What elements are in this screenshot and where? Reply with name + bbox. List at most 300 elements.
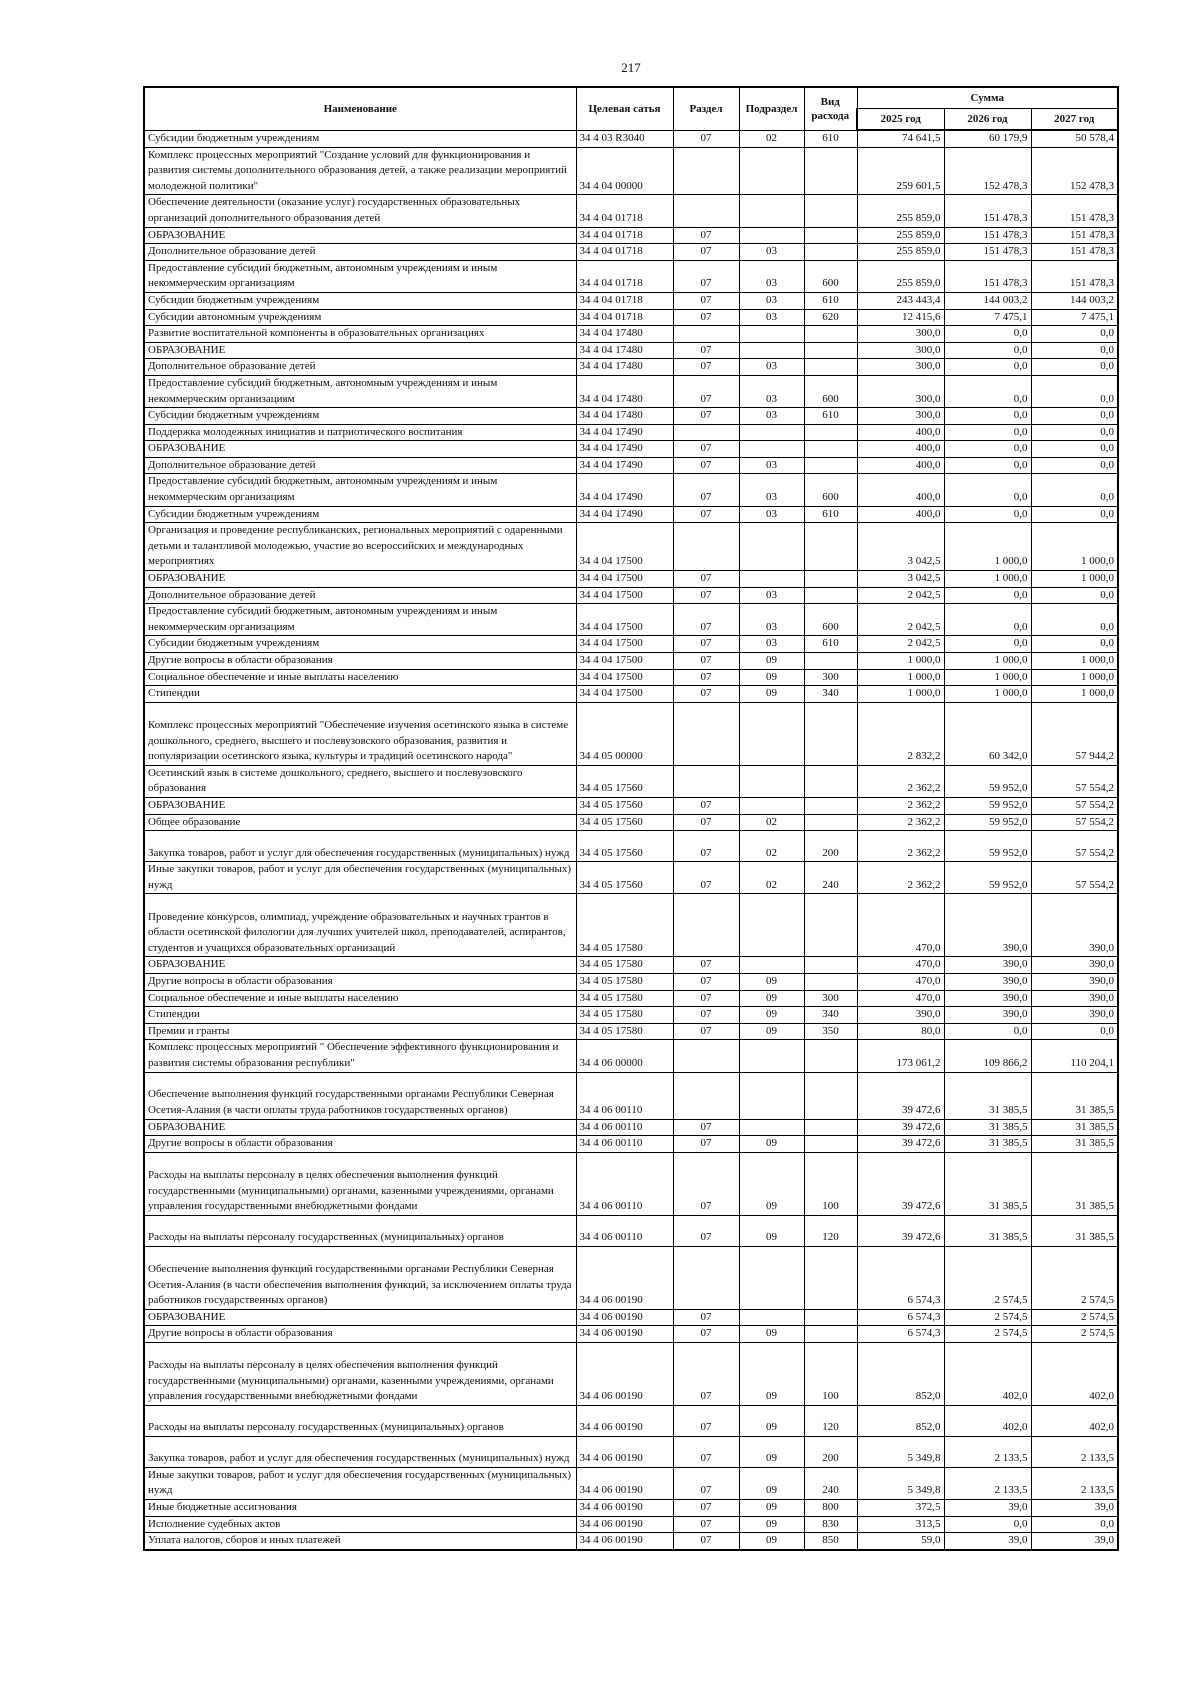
- row-amount-2025: 255 859,0: [857, 227, 944, 244]
- row-expense-type: 300: [804, 990, 857, 1007]
- row-amount-2026: 31 385,5: [944, 1119, 1031, 1136]
- row-amount-2027: 0,0: [1031, 604, 1118, 636]
- row-amount-2025: 470,0: [857, 973, 944, 990]
- row-amount-2025: 2 362,2: [857, 765, 944, 797]
- row-name: Обеспечение выполнения функций государственными органами Республики Северная Осетия-Алания (в части оплаты труда работников государственных органов): [144, 1072, 576, 1119]
- row-section: 07: [673, 797, 739, 814]
- table-row: [144, 1533, 1118, 1550]
- row-amount-2026: 1 000,0: [944, 669, 1031, 686]
- row-expense-type: 240: [804, 1467, 857, 1499]
- row-name: Иные бюджетные ассигнования: [144, 1500, 576, 1517]
- row-expense-type: 620: [804, 309, 857, 326]
- row-amount-2025: 173 061,2: [857, 1040, 944, 1072]
- row-target-code: 34 4 04 17500: [576, 604, 673, 636]
- table-row: [144, 686, 1118, 703]
- row-subsection: [739, 797, 804, 814]
- row-amount-2026: 390,0: [944, 973, 1031, 990]
- row-target-code: 34 4 03 R3040: [576, 130, 673, 147]
- row-amount-2027: 31 385,5: [1031, 1072, 1118, 1119]
- row-target-code: 34 4 05 17580: [576, 973, 673, 990]
- row-target-code: 34 4 05 17580: [576, 990, 673, 1007]
- row-subsection: 03: [739, 506, 804, 523]
- row-section: 07: [673, 669, 739, 686]
- row-amount-2027: 0,0: [1031, 506, 1118, 523]
- row-subsection: 09: [739, 1152, 804, 1215]
- row-section: 07: [673, 1342, 739, 1405]
- row-name: Другие вопросы в области образования: [144, 973, 576, 990]
- table-body: [144, 130, 1118, 1550]
- row-expense-type: [804, 1309, 857, 1326]
- row-expense-type: 100: [804, 1342, 857, 1405]
- row-subsection: [739, 1119, 804, 1136]
- table-row: [144, 831, 1118, 862]
- row-amount-2026: 59 952,0: [944, 814, 1031, 831]
- row-amount-2026: 0,0: [944, 424, 1031, 441]
- row-amount-2027: 0,0: [1031, 441, 1118, 458]
- row-amount-2026: 0,0: [944, 636, 1031, 653]
- row-section: 07: [673, 292, 739, 309]
- row-target-code: 34 4 04 17480: [576, 408, 673, 425]
- table-row: [144, 326, 1118, 343]
- header-subsection: Подраздел: [739, 87, 804, 130]
- row-amount-2025: 80,0: [857, 1023, 944, 1040]
- row-expense-type: 340: [804, 1007, 857, 1024]
- row-target-code: 34 4 06 00190: [576, 1342, 673, 1405]
- row-name: Проведение конкурсов, олимпиад, учреждение образовательных и научных грантов в области осетинской филологии для лучших учителей школ, преподавателей, аспирантов, студентов и учащихся образовательных организаций: [144, 894, 576, 957]
- row-subsection: [739, 1309, 804, 1326]
- row-target-code: 34 4 06 00190: [576, 1436, 673, 1467]
- row-name: Поддержка молодежных инициатив и патриотического воспитания: [144, 424, 576, 441]
- row-amount-2026: 39,0: [944, 1533, 1031, 1550]
- row-target-code: 34 4 04 17500: [576, 669, 673, 686]
- row-target-code: 34 4 06 00190: [576, 1533, 673, 1550]
- row-amount-2025: 470,0: [857, 957, 944, 974]
- row-subsection: 02: [739, 814, 804, 831]
- row-amount-2027: 57 554,2: [1031, 862, 1118, 894]
- row-name: Комплекс процессных мероприятий " Обеспечение эффективного функционирования и развития системы образования республики": [144, 1040, 576, 1072]
- table-row: [144, 862, 1118, 894]
- row-amount-2026: 2 133,5: [944, 1436, 1031, 1467]
- row-amount-2026: 151 478,3: [944, 260, 1031, 292]
- row-amount-2025: 6 574,3: [857, 1246, 944, 1309]
- row-amount-2025: 59,0: [857, 1533, 944, 1550]
- row-amount-2026: 2 574,5: [944, 1309, 1031, 1326]
- row-amount-2027: 50 578,4: [1031, 130, 1118, 147]
- row-name: Расходы на выплаты персоналу в целях обеспечения выполнения функций государственными (муниципальными) органами, казенными учреждениями, органами управления государственными внебюджетными фондами: [144, 1342, 576, 1405]
- row-expense-type: [804, 441, 857, 458]
- row-subsection: 09: [739, 686, 804, 703]
- row-name: ОБРАЗОВАНИЕ: [144, 227, 576, 244]
- row-subsection: 09: [739, 1023, 804, 1040]
- row-expense-type: [804, 227, 857, 244]
- row-name: Субсидии бюджетным учреждениям: [144, 130, 576, 147]
- row-amount-2026: 1 000,0: [944, 571, 1031, 588]
- row-expense-type: 600: [804, 474, 857, 506]
- row-subsection: 09: [739, 1215, 804, 1246]
- header-expense-type: Вид расхода: [804, 87, 857, 130]
- row-subsection: [739, 1246, 804, 1309]
- row-target-code: 34 4 04 17480: [576, 359, 673, 376]
- row-subsection: [739, 894, 804, 957]
- row-amount-2026: 0,0: [944, 1516, 1031, 1533]
- header-year-2025: 2025 год: [857, 108, 944, 130]
- table-row: [144, 408, 1118, 425]
- row-expense-type: [804, 424, 857, 441]
- row-amount-2025: 2 362,2: [857, 831, 944, 862]
- row-amount-2025: 2 042,5: [857, 636, 944, 653]
- row-amount-2027: 0,0: [1031, 1023, 1118, 1040]
- table-row: [144, 1326, 1118, 1343]
- row-section: [673, 894, 739, 957]
- row-amount-2025: 2 042,5: [857, 604, 944, 636]
- row-amount-2025: 39 472,6: [857, 1152, 944, 1215]
- row-amount-2027: 390,0: [1031, 990, 1118, 1007]
- row-amount-2025: 852,0: [857, 1342, 944, 1405]
- row-subsection: 03: [739, 408, 804, 425]
- row-amount-2027: 0,0: [1031, 326, 1118, 343]
- table-row: [144, 130, 1118, 147]
- row-amount-2025: 372,5: [857, 1500, 944, 1517]
- row-amount-2027: 57 554,2: [1031, 831, 1118, 862]
- row-amount-2025: 300,0: [857, 408, 944, 425]
- row-subsection: 03: [739, 359, 804, 376]
- row-name: Другие вопросы в области образования: [144, 653, 576, 670]
- row-name: Обеспечение деятельности (оказание услуг) государственных образовательных организаций дополнительного образования детей: [144, 195, 576, 227]
- row-amount-2025: 2 042,5: [857, 587, 944, 604]
- row-amount-2026: 151 478,3: [944, 244, 1031, 261]
- row-amount-2025: 255 859,0: [857, 244, 944, 261]
- table-row: [144, 814, 1118, 831]
- row-amount-2025: 39 472,6: [857, 1072, 944, 1119]
- header-target-article: Целевая сатья: [576, 87, 673, 130]
- row-amount-2026: 31 385,5: [944, 1152, 1031, 1215]
- row-amount-2026: 402,0: [944, 1342, 1031, 1405]
- row-target-code: 34 4 04 01718: [576, 195, 673, 227]
- row-expense-type: 830: [804, 1516, 857, 1533]
- row-amount-2026: 0,0: [944, 604, 1031, 636]
- row-name: Социальное обеспечение и иные выплаты населению: [144, 990, 576, 1007]
- row-section: 07: [673, 1309, 739, 1326]
- row-amount-2026: 31 385,5: [944, 1215, 1031, 1246]
- row-section: 07: [673, 309, 739, 326]
- row-expense-type: [804, 1326, 857, 1343]
- row-section: [673, 523, 739, 571]
- row-section: [673, 765, 739, 797]
- table-row: [144, 1246, 1118, 1309]
- row-section: 07: [673, 957, 739, 974]
- row-expense-type: [804, 457, 857, 474]
- table-row: [144, 587, 1118, 604]
- row-amount-2026: 59 952,0: [944, 862, 1031, 894]
- row-name: Осетинский язык в системе дошкольного, среднего, высшего и послевузовского образования: [144, 765, 576, 797]
- row-target-code: 34 4 04 17490: [576, 506, 673, 523]
- row-section: 07: [673, 342, 739, 359]
- row-amount-2027: 0,0: [1031, 587, 1118, 604]
- row-amount-2025: 300,0: [857, 359, 944, 376]
- row-amount-2025: 6 574,3: [857, 1309, 944, 1326]
- row-expense-type: 600: [804, 260, 857, 292]
- table-row: [144, 292, 1118, 309]
- table-row: [144, 359, 1118, 376]
- table-row: [144, 244, 1118, 261]
- row-target-code: 34 4 06 00190: [576, 1467, 673, 1499]
- row-section: [673, 147, 739, 195]
- table-row: [144, 260, 1118, 292]
- row-amount-2025: 313,5: [857, 1516, 944, 1533]
- row-section: 07: [673, 1136, 739, 1153]
- row-section: 07: [673, 1326, 739, 1343]
- table-row: [144, 797, 1118, 814]
- row-target-code: 34 4 04 17490: [576, 441, 673, 458]
- row-section: 07: [673, 990, 739, 1007]
- row-amount-2027: 110 204,1: [1031, 1040, 1118, 1072]
- table-row: [144, 604, 1118, 636]
- row-name: Организация и проведение республиканских, региональных мероприятий с одаренными детьми и талантливой молодежью, участие во всероссийских и международных мероприятиях: [144, 523, 576, 571]
- row-subsection: 09: [739, 1136, 804, 1153]
- row-expense-type: 610: [804, 636, 857, 653]
- row-expense-type: [804, 973, 857, 990]
- row-section: 07: [673, 571, 739, 588]
- row-expense-type: 300: [804, 669, 857, 686]
- row-amount-2025: 39 472,6: [857, 1119, 944, 1136]
- row-subsection: [739, 441, 804, 458]
- table-row: [144, 973, 1118, 990]
- row-amount-2026: 0,0: [944, 1023, 1031, 1040]
- row-amount-2027: 0,0: [1031, 636, 1118, 653]
- row-name: Предоставление субсидий бюджетным, автономным учреждениям и иным некоммерческим организациям: [144, 474, 576, 506]
- row-amount-2027: 57 554,2: [1031, 797, 1118, 814]
- row-subsection: 03: [739, 292, 804, 309]
- row-target-code: 34 4 04 17490: [576, 457, 673, 474]
- row-target-code: 34 4 05 17560: [576, 765, 673, 797]
- row-amount-2027: 7 475,1: [1031, 309, 1118, 326]
- row-section: 07: [673, 1119, 739, 1136]
- row-amount-2025: 2 362,2: [857, 814, 944, 831]
- table-row: [144, 1516, 1118, 1533]
- row-section: 07: [673, 506, 739, 523]
- row-subsection: 02: [739, 831, 804, 862]
- row-amount-2027: 144 003,2: [1031, 292, 1118, 309]
- row-expense-type: 240: [804, 862, 857, 894]
- row-target-code: 34 4 06 00190: [576, 1500, 673, 1517]
- row-amount-2026: 60 342,0: [944, 702, 1031, 765]
- header-sum: Сумма: [857, 87, 1118, 108]
- table-row: [144, 457, 1118, 474]
- row-expense-type: [804, 894, 857, 957]
- row-amount-2025: 400,0: [857, 457, 944, 474]
- row-target-code: 34 4 05 17580: [576, 957, 673, 974]
- row-section: 07: [673, 1215, 739, 1246]
- row-subsection: 03: [739, 244, 804, 261]
- row-target-code: 34 4 04 17500: [576, 571, 673, 588]
- row-amount-2027: 31 385,5: [1031, 1119, 1118, 1136]
- row-amount-2027: 152 478,3: [1031, 147, 1118, 195]
- row-target-code: 34 4 06 00190: [576, 1405, 673, 1436]
- row-amount-2026: 0,0: [944, 375, 1031, 407]
- table-row: [144, 1500, 1118, 1517]
- row-name: Дополнительное образование детей: [144, 359, 576, 376]
- row-amount-2026: 390,0: [944, 990, 1031, 1007]
- row-section: 07: [673, 686, 739, 703]
- row-expense-type: [804, 765, 857, 797]
- row-expense-type: [804, 1119, 857, 1136]
- row-amount-2026: 59 952,0: [944, 797, 1031, 814]
- row-name: Дополнительное образование детей: [144, 457, 576, 474]
- row-amount-2026: 0,0: [944, 408, 1031, 425]
- row-name: Субсидии бюджетным учреждениям: [144, 506, 576, 523]
- row-name: ОБРАЗОВАНИЕ: [144, 1119, 576, 1136]
- row-amount-2026: 2 574,5: [944, 1326, 1031, 1343]
- row-amount-2026: 59 952,0: [944, 765, 1031, 797]
- row-subsection: 03: [739, 474, 804, 506]
- row-expense-type: [804, 1246, 857, 1309]
- table-row: [144, 424, 1118, 441]
- row-amount-2027: 0,0: [1031, 342, 1118, 359]
- row-section: 07: [673, 1405, 739, 1436]
- row-name: Социальное обеспечение и иные выплаты населению: [144, 669, 576, 686]
- row-subsection: 09: [739, 669, 804, 686]
- row-amount-2025: 470,0: [857, 894, 944, 957]
- row-expense-type: 100: [804, 1152, 857, 1215]
- row-target-code: 34 4 06 00190: [576, 1326, 673, 1343]
- row-target-code: 34 4 04 17500: [576, 686, 673, 703]
- row-target-code: 34 4 04 17490: [576, 474, 673, 506]
- row-amount-2027: 0,0: [1031, 424, 1118, 441]
- row-amount-2027: 1 000,0: [1031, 571, 1118, 588]
- row-section: [673, 1246, 739, 1309]
- row-amount-2027: 1 000,0: [1031, 523, 1118, 571]
- row-amount-2025: 39 472,6: [857, 1136, 944, 1153]
- row-name: ОБРАЗОВАНИЕ: [144, 571, 576, 588]
- table-row: [144, 1040, 1118, 1072]
- header-name: Наименование: [144, 87, 576, 130]
- row-subsection: [739, 523, 804, 571]
- row-section: 07: [673, 441, 739, 458]
- row-target-code: 34 4 04 17490: [576, 424, 673, 441]
- header-year-2026: 2026 год: [944, 108, 1031, 130]
- budget-table: [143, 86, 1119, 1551]
- table-row: [144, 1007, 1118, 1024]
- row-amount-2027: 0,0: [1031, 457, 1118, 474]
- row-target-code: 34 4 06 00190: [576, 1246, 673, 1309]
- row-amount-2027: 2 133,5: [1031, 1467, 1118, 1499]
- row-target-code: 34 4 05 17560: [576, 831, 673, 862]
- row-subsection: 02: [739, 130, 804, 147]
- row-amount-2025: 3 042,5: [857, 523, 944, 571]
- row-expense-type: 800: [804, 1500, 857, 1517]
- row-subsection: 09: [739, 1436, 804, 1467]
- row-amount-2027: 31 385,5: [1031, 1215, 1118, 1246]
- row-subsection: [739, 342, 804, 359]
- row-section: 07: [673, 244, 739, 261]
- row-expense-type: [804, 523, 857, 571]
- row-section: 07: [673, 973, 739, 990]
- row-expense-type: 350: [804, 1023, 857, 1040]
- row-expense-type: 600: [804, 604, 857, 636]
- table-row: [144, 195, 1118, 227]
- row-subsection: 03: [739, 636, 804, 653]
- row-amount-2027: 390,0: [1031, 973, 1118, 990]
- row-subsection: 02: [739, 862, 804, 894]
- row-amount-2025: 39 472,6: [857, 1215, 944, 1246]
- row-target-code: 34 4 06 00190: [576, 1309, 673, 1326]
- row-subsection: 03: [739, 260, 804, 292]
- row-amount-2027: 0,0: [1031, 474, 1118, 506]
- row-expense-type: [804, 797, 857, 814]
- row-amount-2026: 0,0: [944, 342, 1031, 359]
- row-amount-2025: 2 362,2: [857, 797, 944, 814]
- row-name: ОБРАЗОВАНИЕ: [144, 957, 576, 974]
- row-target-code: 34 4 04 17500: [576, 587, 673, 604]
- row-amount-2027: 2 574,5: [1031, 1326, 1118, 1343]
- table-row: [144, 669, 1118, 686]
- row-subsection: 09: [739, 1500, 804, 1517]
- row-section: 07: [673, 653, 739, 670]
- row-amount-2026: 390,0: [944, 894, 1031, 957]
- row-target-code: 34 4 04 17480: [576, 326, 673, 343]
- table-row: [144, 1405, 1118, 1436]
- row-amount-2025: 1 000,0: [857, 686, 944, 703]
- row-amount-2027: 57 944,2: [1031, 702, 1118, 765]
- row-name: Закупка товаров, работ и услуг для обеспечения государственных (муниципальных) нужд: [144, 1436, 576, 1467]
- row-amount-2025: 300,0: [857, 326, 944, 343]
- row-expense-type: [804, 244, 857, 261]
- table-row: [144, 1467, 1118, 1499]
- row-amount-2027: 390,0: [1031, 1007, 1118, 1024]
- row-name: Расходы на выплаты персоналу в целях обеспечения выполнения функций государственными (муниципальными) органами, казенными учреждениями, органами управления государственными внебюджетными фондами: [144, 1152, 576, 1215]
- row-amount-2026: 144 003,2: [944, 292, 1031, 309]
- row-section: [673, 326, 739, 343]
- row-section: 07: [673, 587, 739, 604]
- row-target-code: 34 4 05 17580: [576, 1023, 673, 1040]
- row-name: Премии и гранты: [144, 1023, 576, 1040]
- row-section: 07: [673, 831, 739, 862]
- row-expense-type: [804, 957, 857, 974]
- row-amount-2025: 470,0: [857, 990, 944, 1007]
- row-amount-2027: 390,0: [1031, 894, 1118, 957]
- row-subsection: 09: [739, 1326, 804, 1343]
- row-subsection: 09: [739, 990, 804, 1007]
- row-amount-2026: 402,0: [944, 1405, 1031, 1436]
- row-amount-2027: 1 000,0: [1031, 686, 1118, 703]
- row-target-code: 34 4 04 01718: [576, 260, 673, 292]
- row-subsection: 03: [739, 457, 804, 474]
- row-subsection: 03: [739, 587, 804, 604]
- row-expense-type: 610: [804, 292, 857, 309]
- row-amount-2025: 5 349,8: [857, 1436, 944, 1467]
- row-subsection: 09: [739, 1516, 804, 1533]
- table-row: [144, 636, 1118, 653]
- row-amount-2027: 57 554,2: [1031, 814, 1118, 831]
- row-expense-type: [804, 147, 857, 195]
- row-expense-type: [804, 702, 857, 765]
- row-target-code: 34 4 06 00110: [576, 1215, 673, 1246]
- row-target-code: 34 4 06 00190: [576, 1516, 673, 1533]
- table-row: [144, 523, 1118, 571]
- row-amount-2027: 1 000,0: [1031, 669, 1118, 686]
- table-row: [144, 1215, 1118, 1246]
- row-amount-2025: 12 415,6: [857, 309, 944, 326]
- row-amount-2025: 259 601,5: [857, 147, 944, 195]
- row-amount-2027: 0,0: [1031, 408, 1118, 425]
- row-name: Субсидии бюджетным учреждениям: [144, 292, 576, 309]
- row-amount-2026: 0,0: [944, 359, 1031, 376]
- row-name: Иные закупки товаров, работ и услуг для обеспечения государственных (муниципальных) нужд: [144, 1467, 576, 1499]
- row-amount-2025: 2 832,2: [857, 702, 944, 765]
- row-name: Расходы на выплаты персоналу государственных (муниципальных) органов: [144, 1405, 576, 1436]
- row-section: [673, 424, 739, 441]
- row-target-code: 34 4 04 17500: [576, 636, 673, 653]
